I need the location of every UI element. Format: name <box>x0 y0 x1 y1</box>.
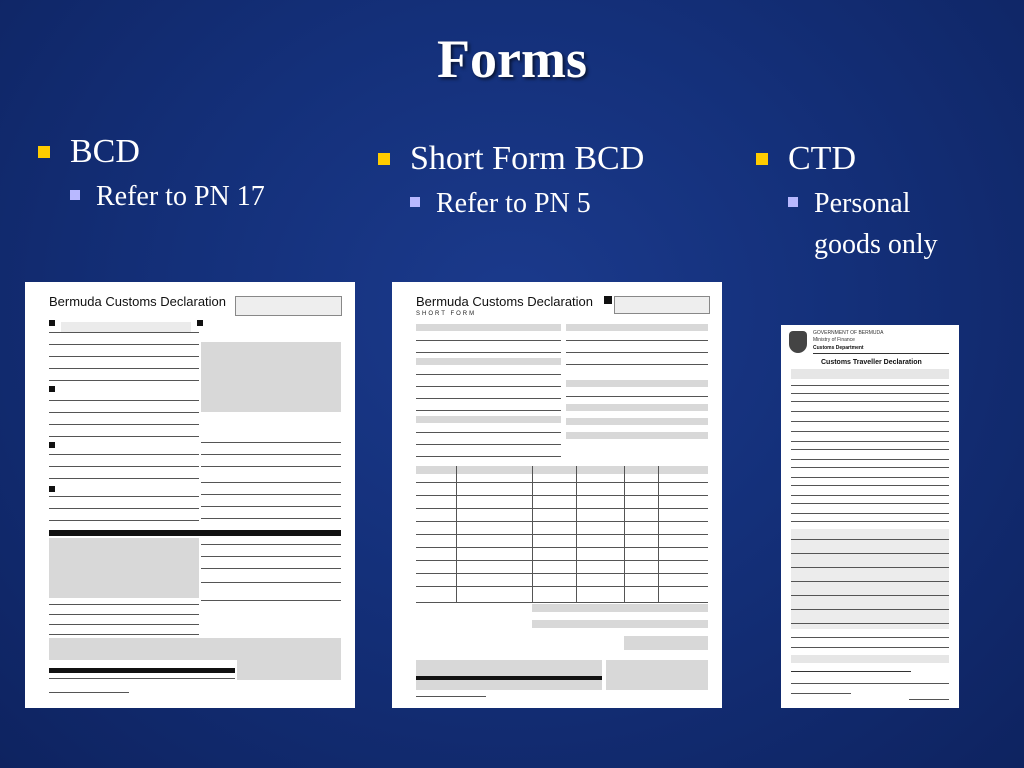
column-short-form <box>374 139 714 224</box>
square-bullet-icon <box>410 197 420 207</box>
slide-title: Forms <box>437 29 587 89</box>
bcd-form-image <box>25 282 355 708</box>
square-bullet-icon <box>70 190 80 200</box>
bullet-short-form <box>374 139 714 179</box>
bcd-form-title: Bermuda Customs Declaration <box>49 294 227 309</box>
sub-bullet-ctd <box>784 183 954 265</box>
ctd-ministry: Ministry of Finance <box>813 337 855 343</box>
bullet-short-form-label: Short Form BCD <box>410 140 645 177</box>
short-form-subtitle: SHORT FORM <box>416 311 477 317</box>
sub-bullet-bcd <box>66 176 354 217</box>
sub-bullet-ctd-label: Personal goods only <box>814 188 938 260</box>
square-bullet-icon <box>756 153 768 165</box>
short-form-bcd-image <box>392 282 722 708</box>
square-bullet-icon <box>788 197 798 207</box>
bullet-bcd <box>34 132 354 172</box>
bullet-ctd <box>752 139 972 179</box>
sub-bullet-bcd-label: Refer to PN 17 <box>96 181 265 212</box>
square-bullet-icon <box>378 153 390 165</box>
short-form-title: Bermuda Customs Declaration <box>416 294 594 309</box>
bullet-ctd-label: CTD <box>788 140 856 177</box>
ctd-dept: Customs Department <box>813 345 864 351</box>
column-ctd <box>752 139 972 265</box>
column-bcd <box>34 132 354 217</box>
ctd-gov: GOVERNMENT OF BERMUDA <box>813 330 884 336</box>
square-bullet-icon <box>38 146 50 158</box>
bermuda-crest-icon <box>789 331 807 353</box>
ctd-title: Customs Traveller Declaration <box>821 359 922 366</box>
ctd-form-image <box>781 325 959 708</box>
sub-bullet-short-form <box>406 183 714 224</box>
bullet-bcd-label: BCD <box>70 133 140 170</box>
sub-bullet-short-form-label: Refer to PN 5 <box>436 188 591 219</box>
